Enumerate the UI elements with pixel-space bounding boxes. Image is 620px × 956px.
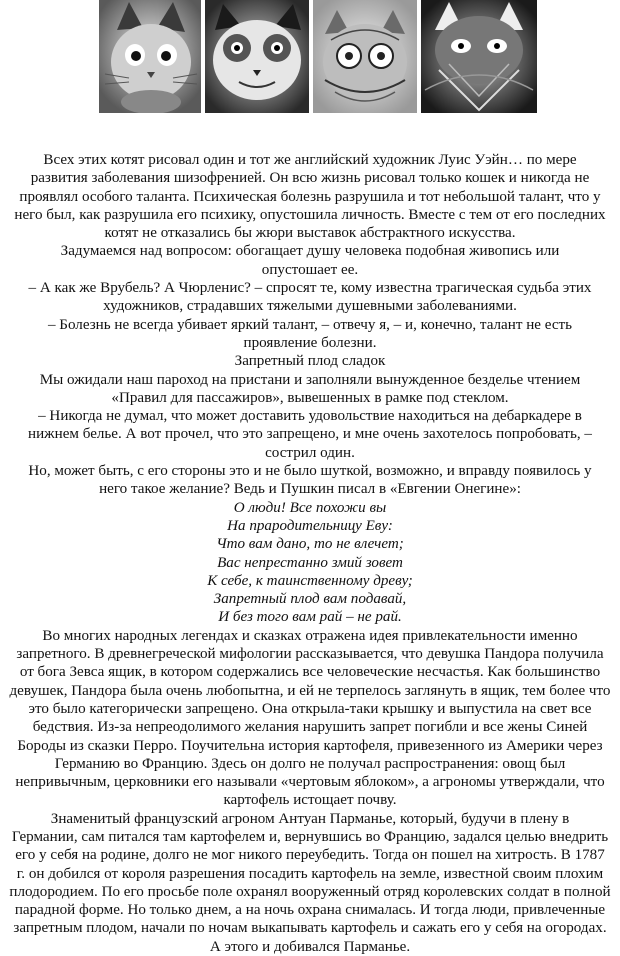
text-line: запретным плодом, начали по ночам выкапывать картофель и сажать его у себя на огородах. <box>13 920 607 937</box>
cat-illustrations <box>99 0 537 113</box>
text-line: – Никогда не думал, что может доставить удовольствие находиться на дебаркадере в <box>38 408 582 425</box>
text-line: Германии, сам питался там картофелем и, вернувшись во Францию, задался целью внедрить <box>11 828 609 845</box>
text-line: проявлял особого таланта. Психическая болезнь разрушила и тот небольшой талант, что у <box>19 188 601 205</box>
text-line: Задумаемся над вопросом: обогащает душу человека подобная живопись или <box>60 243 560 260</box>
text-line: Германию во Францию. Здесь он долго не получал распространения: овощ был <box>54 755 566 772</box>
text-line: Знаменитый французский агроном Антуан Парманье, который, будучи в плену в <box>50 810 570 827</box>
text-line: А этого и добивался Парманье. <box>209 938 411 955</box>
text-line: развития заболевания шизофренией. Он всю жизнь рисовал только кошек и никогда не <box>30 170 590 187</box>
cat-photo-4 <box>421 0 537 113</box>
text-line: нижнем белье. А вот прочел, что это запрещено, и мне очень захотелось попробовать, – <box>28 426 592 443</box>
text-line: Во многих народных легендах и сказках отражена идея привлекательности именно <box>42 627 578 644</box>
text-line: бедствия. Из-за непреодолимого желания нарушить запрет погибли и все жены Синей <box>32 719 588 736</box>
text-line: Бороды из сказки Перро. Поучительна история картофеля, привезенного из Америки через <box>17 737 603 754</box>
text-line: «Правил для пассажиров», вывешенных в рамке под стеклом. <box>111 389 509 406</box>
text-line: Но, может быть, с его стороны это и не было шуткой, возможно, и вправду появилось у <box>28 463 592 480</box>
text-line: плодородием. По его просьбе поле охранял вооруженный отряд королевских солдат в полной <box>9 883 611 900</box>
text-line: г. он добился от короля разрешения посадить картофель на земле, известной своим плохим <box>16 865 604 882</box>
text-line: картофель истощает почву. <box>223 792 397 809</box>
text-line: Мы ожидали наш пароход на пристани и заполняли вынужденное безделье чтением <box>39 371 581 388</box>
poem-line: К себе, к таинственному древу; <box>207 572 413 589</box>
text-line: запретного. В древнегреческой мифологии рассказывается, что девушка Пандора получила <box>16 646 604 663</box>
poem-line: О люди! Все похожи вы <box>233 499 387 516</box>
article-text <box>3 151 617 956</box>
poem-line: Запретный плод вам подавай, <box>213 591 407 608</box>
text-line: него такое желание? Ведь и Пушкин писал в «Евгении Онегине»: <box>99 481 521 498</box>
text-line: – Болезнь не всегда убивает яркий талант, – отвечу я, – и, конечно, талант не есть <box>47 316 573 333</box>
text-line: это было категорически запрещено. Она открыла-таки крышку и выпустила на свет все <box>28 700 592 717</box>
text-line: Запретный плод сладок <box>234 353 386 370</box>
text-line: девушек, Пандора была очень любопытна, и ей не терпелось заглянуть в ящик, тем более что <box>9 682 611 699</box>
text-line: него был, как разрушила его психику, опустошила личность. Вместе с тем от его последних <box>14 206 606 223</box>
text-line: от бога Зевса ящик, в котором содержались все человеческие несчастья. Как большинство <box>19 664 601 681</box>
text-line: непривычным, церковники его называли «чертовым яблоком», а агрономы утверждали, что <box>15 774 605 791</box>
poem-line: Что вам дано, то не влечет; <box>216 536 404 553</box>
poem-line: И без того вам рай – не рай. <box>218 609 402 626</box>
text-line: котят не отказались бы жюри выставок абстрактного искусства. <box>104 225 516 242</box>
cat-photo-3 <box>313 0 417 113</box>
text-line: – А как же Врубель? А Чюрленис? – спросят те, кому известна трагическая судьба этих <box>28 280 592 297</box>
cat-illustrations-strip <box>99 0 537 113</box>
poem-line: Вас непрестанно змий зовет <box>217 554 403 571</box>
cat-photo-1 <box>99 0 201 113</box>
text-line: художников, страдавших тяжелыми душевными заболеваниями. <box>103 298 517 315</box>
poem-line: На прародительницу Еву: <box>227 517 393 534</box>
text-line: проявление болезни. <box>243 334 377 351</box>
cat-photo-2 <box>205 0 309 113</box>
text-line: сострил один. <box>265 444 355 461</box>
text-line: Всех этих котят рисовал один и тот же английский художник Луис Уэйн… по мере <box>43 152 577 168</box>
text-line: его у себя на родине, долго не мог никого переубедить. Тогда он пошел на хитрость. В 1787 <box>15 847 605 864</box>
text-line: опустошает ее. <box>261 261 359 278</box>
text-line: парадной форме. Но только днем, а на ночь охрана снималась. И тогда люди, привлеченные <box>14 902 606 919</box>
